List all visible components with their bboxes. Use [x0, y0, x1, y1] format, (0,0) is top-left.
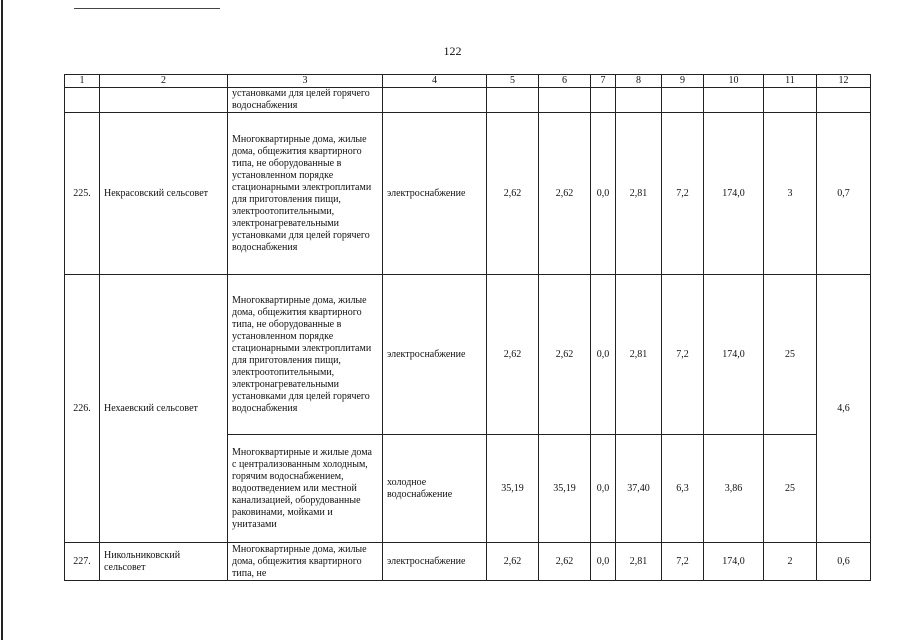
value-col8: 37,40: [616, 435, 662, 543]
col-header: 2: [100, 75, 228, 88]
table-row: [65, 275, 871, 435]
cell-empty: [65, 88, 100, 113]
value-col11: 2: [764, 543, 817, 581]
col-header: 9: [662, 75, 704, 88]
value-col7: 0,0: [591, 275, 616, 435]
value-col7: 0,0: [591, 543, 616, 581]
value-col7: 0,0: [591, 435, 616, 543]
value-col9: 6,3: [662, 435, 704, 543]
value-col8: 2,81: [616, 543, 662, 581]
cell-empty: [100, 88, 228, 113]
value-col10: 174,0: [704, 275, 764, 435]
col-header: 4: [383, 75, 487, 88]
value-col12: 4,6: [817, 275, 871, 543]
value-col5: 2,62: [487, 543, 539, 581]
value-col12: 0,6: [817, 543, 871, 581]
value-col10: 174,0: [704, 113, 764, 275]
consumer-description: Многоквартирные и жилые дома с централизованным холодным, горячим водоснабжением, водоотведением или местной канализацией, оборудованные раковинами, мойками и унитазами: [228, 435, 383, 543]
consumer-description: установками для целей горячего водоснабжения: [228, 88, 383, 113]
service-type: холодное водоснабжение: [383, 435, 487, 543]
col-header: 1: [65, 75, 100, 88]
value-col9: 7,2: [662, 113, 704, 275]
value-col6: 2,62: [539, 275, 591, 435]
col-header: 12: [817, 75, 871, 88]
consumer-description: Многоквартирные дома, жилые дома, общежития квартирного типа, не: [228, 543, 383, 581]
page-number: 122: [443, 44, 462, 58]
col-header: 10: [704, 75, 764, 88]
consumer-description: Многоквартирные дома, жилые дома, общежития квартирного типа, не оборудованные в установленном порядке стационарными электроплитами для приготовления пищи, электроотопительными, электронагревательными установками для целей горячего водоснабжения: [228, 275, 383, 435]
continuation-row: [65, 88, 871, 113]
value-col5: 35,19: [487, 435, 539, 543]
service-type: электроснабжение: [383, 543, 487, 581]
row-number: 226.: [65, 275, 100, 543]
settlement-name: Никольниковский сельсовет: [100, 543, 228, 581]
row-number: 227.: [65, 543, 100, 581]
settlement-name: Некрасовский сельсовет: [100, 113, 228, 275]
consumer-description: Многоквартирные дома, жилые дома, общежития квартирного типа, не оборудованные в установленном порядке стационарными электроплитами для приготовления пищи, электроотопительными, электронагревательными установками для целей горячего водоснабжения: [228, 113, 383, 275]
value-col10: 174,0: [704, 543, 764, 581]
top-rule: [74, 8, 220, 9]
value-col5: 2,62: [487, 113, 539, 275]
page-left-edge: [1, 0, 3, 640]
value-col5: 2,62: [487, 275, 539, 435]
col-header: 11: [764, 75, 817, 88]
col-header: 6: [539, 75, 591, 88]
header-row: [65, 75, 871, 88]
settlement-name: Нехаевский сельсовет: [100, 275, 228, 543]
col-header: 3: [228, 75, 383, 88]
col-header: 7: [591, 75, 616, 88]
row-number: 225.: [65, 113, 100, 275]
col-header: 8: [616, 75, 662, 88]
value-col10: 3,86: [704, 435, 764, 543]
value-col12: 0,7: [817, 113, 871, 275]
value-col6: 2,62: [539, 543, 591, 581]
service-type: электроснабжение: [383, 113, 487, 275]
value-col11: 25: [764, 275, 817, 435]
value-col6: 2,62: [539, 113, 591, 275]
service-type: электроснабжение: [383, 275, 487, 435]
value-col8: 2,81: [616, 113, 662, 275]
table-row: [65, 543, 871, 581]
value-col9: 7,2: [662, 543, 704, 581]
col-header: 5: [487, 75, 539, 88]
value-col6: 35,19: [539, 435, 591, 543]
value-col7: 0,0: [591, 113, 616, 275]
tariff-table: [64, 74, 871, 581]
value-col8: 2,81: [616, 275, 662, 435]
value-col9: 7,2: [662, 275, 704, 435]
value-col11: 25: [764, 435, 817, 543]
value-col11: 3: [764, 113, 817, 275]
table-row: [65, 113, 871, 275]
